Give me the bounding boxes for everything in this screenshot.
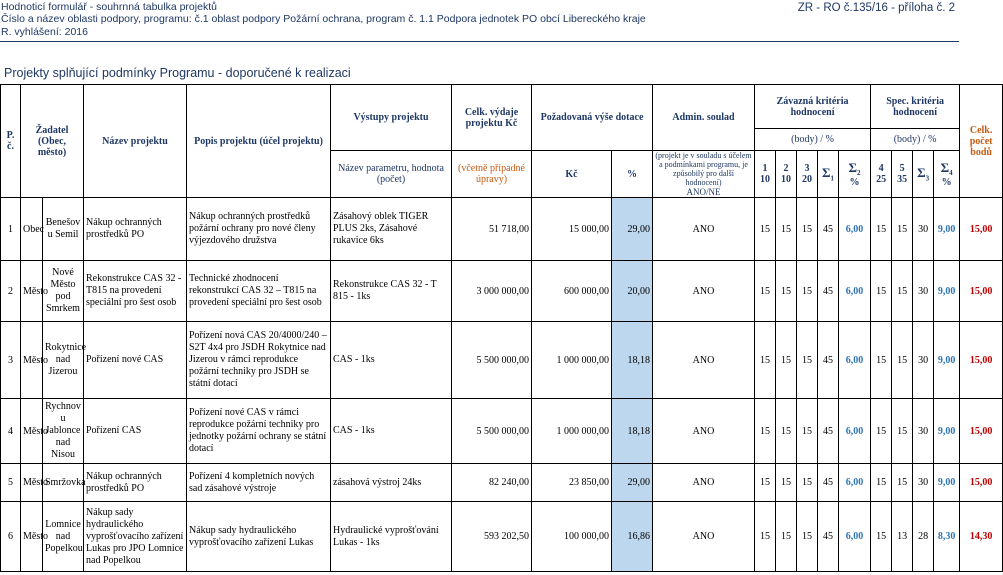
- mandatory-sub: (body) / %: [755, 129, 871, 151]
- row-crit-5: 15: [892, 399, 913, 464]
- row-crit-4: 15: [871, 198, 892, 261]
- document-header: [0, 0, 959, 46]
- row-total-points: 15,00: [960, 261, 1003, 322]
- col-outputs: Výstupy projektu: [331, 85, 452, 151]
- row-sum-1: 45: [818, 399, 839, 464]
- row-project-name: Nákup ochranných prostředků PO: [84, 464, 187, 502]
- row-sum-2: 6,00: [839, 399, 871, 464]
- sum-4-sign: Σ: [940, 160, 950, 175]
- row-sum-4: 9,00: [934, 322, 960, 399]
- col-description: [187, 85, 331, 198]
- row-description: Technické zhodnocení rekonstrukcí CAS 32 – T815 na provedení speciální pro šest osob: [187, 261, 331, 322]
- table-body: [1, 198, 1003, 572]
- table-row: [1, 464, 1003, 502]
- row-applicant-type: Město: [21, 322, 43, 399]
- row-total-cost: 593 202,50: [452, 502, 532, 572]
- row-outputs: Hydraulické vyprošťování Lukas - 1ks: [331, 502, 452, 572]
- crit-2-num: 2: [783, 163, 789, 174]
- row-sum-3: 30: [913, 464, 934, 502]
- row-total-cost: 3 000 000,00: [452, 261, 532, 322]
- row-sum-3: 30: [913, 261, 934, 322]
- row-outputs: Rekonstrukce CAS 32 - T 815 - 1ks: [331, 261, 452, 322]
- row-crit-3: 15: [797, 502, 818, 572]
- row-crit-1: 15: [755, 464, 776, 502]
- row-sum-4: 9,00: [934, 198, 960, 261]
- row-crit-2: 15: [776, 322, 797, 399]
- col-total-points: Celk. počet bodů: [960, 85, 1003, 198]
- row-sum-1: 45: [818, 464, 839, 502]
- col-spec: Spec. kritéria hodnocení: [871, 85, 960, 129]
- row-project-name: Rekonstrukce CAS 32 - T815 na provedení speciální pro šest osob: [84, 261, 187, 322]
- row-requested-pct: 29,00: [612, 198, 653, 261]
- header-divider: [0, 41, 959, 42]
- row-sum-2: 6,00: [839, 464, 871, 502]
- row-admin-result: ANO: [653, 502, 755, 572]
- row-total-cost: 5 500 000,00: [452, 399, 532, 464]
- row-admin-result: ANO: [653, 464, 755, 502]
- row-outputs: zásahová výstroj 24ks: [331, 464, 452, 502]
- row-sum-2: 6,00: [839, 502, 871, 572]
- row-crit-2: 15: [776, 399, 797, 464]
- admin-sub: [653, 151, 755, 198]
- row-sum-1: 45: [818, 261, 839, 322]
- sum-4: [934, 151, 960, 198]
- crit-4-num: 4: [878, 163, 884, 174]
- row-crit-1: 15: [755, 198, 776, 261]
- crit-1-max: 10: [760, 174, 770, 185]
- total-sub: (včetně případné úpravy): [452, 151, 532, 198]
- row-sum-1: 45: [818, 502, 839, 572]
- row-crit-4: 15: [871, 464, 892, 502]
- row-sum-1: 45: [818, 198, 839, 261]
- crit-2-max: 10: [781, 174, 791, 185]
- row-crit-2: 15: [776, 464, 797, 502]
- row-requested-kc: 100 000,00: [532, 502, 612, 572]
- row-requested-pct: 16,86: [612, 502, 653, 572]
- row-outputs: Zásahový oblek TIGER PLUS 2ks, Zásahové rukavice 6ks: [331, 198, 452, 261]
- section-title: Projekty splňující podmínky Programu - doporučené k realizaci: [4, 66, 351, 80]
- row-sum-4: 8,30: [934, 502, 960, 572]
- row-crit-5: 15: [892, 198, 913, 261]
- row-crit-4: 15: [871, 399, 892, 464]
- sum-4-sub: 4: [949, 169, 953, 177]
- row-sum-4: 9,00: [934, 261, 960, 322]
- row-crit-1: 15: [755, 322, 776, 399]
- crit-1-num: 1: [762, 163, 768, 174]
- sum-2: [839, 151, 871, 198]
- row-requested-pct: 20,00: [612, 261, 653, 322]
- row-total-points: 15,00: [960, 198, 1003, 261]
- row-crit-4: 15: [871, 261, 892, 322]
- crit-2: [776, 151, 797, 198]
- col-description-label: Popis projektu (účel projektu): [194, 135, 323, 147]
- row-crit-5: 15: [892, 261, 913, 322]
- row-total-cost: 82 240,00: [452, 464, 532, 502]
- row-crit-4: 15: [871, 322, 892, 399]
- form-title: Hodnoticí formulář - souhrnná tabulka projektů: [1, 1, 217, 13]
- row-total-points: 15,00: [960, 399, 1003, 464]
- crit-3-num: 3: [804, 163, 810, 174]
- row-total-points: 15,00: [960, 322, 1003, 399]
- sum-3: [913, 151, 934, 198]
- col-project-name: Název projektu: [84, 85, 187, 198]
- row-sum-4: 9,00: [934, 464, 960, 502]
- row-applicant-type: Obec: [21, 198, 43, 261]
- table-header: [1, 85, 1003, 198]
- row-sum-2: 6,00: [839, 261, 871, 322]
- sum-4-pct: %: [941, 177, 952, 188]
- row-description: Nákup sady hydraulického vyprošťovacího zařízení Lukas: [187, 502, 331, 572]
- col-total-cost: Celk. výdaje projektu Kč: [452, 85, 532, 151]
- row-admin-result: ANO: [653, 399, 755, 464]
- row-project-name: Pořízení CAS: [84, 399, 187, 464]
- row-sum-3: 28: [913, 502, 934, 572]
- call-year: R. vyhlášení: 2016: [1, 26, 88, 38]
- requested-pct: %: [612, 151, 653, 198]
- row-description: Pořízení nová CAS 20/4000/240 – S2T 4x4 pro JSDH Rokytnice nad Jizerou v rámci reprodukce požární techniky pro JSDH se státní dotací: [187, 322, 331, 399]
- sum-3-sign: Σ: [917, 165, 926, 181]
- row-requested-kc: 1 000 000,00: [532, 399, 612, 464]
- sum-2-pct: %: [849, 177, 860, 188]
- row-admin-result: ANO: [653, 198, 755, 261]
- row-applicant-type: Město: [21, 502, 43, 572]
- row-sum-3: 30: [913, 399, 934, 464]
- row-description: Pořízení nové CAS v rámci reprodukce požární techniky pro jednotky požární ochrany se státní dotací: [187, 399, 331, 464]
- sum-3-sub: 3: [925, 174, 930, 183]
- crit-4: [871, 151, 892, 198]
- row-requested-pct: 29,00: [612, 464, 653, 502]
- row-project-name: Nákup sady hydraulického vyprošťovacího zařízení Lukas pro JPO Lomnice nad Popelkou: [84, 502, 187, 572]
- row-number: 2: [1, 261, 21, 322]
- row-crit-2: 15: [776, 198, 797, 261]
- row-crit-3: 15: [797, 464, 818, 502]
- row-crit-4: 15: [871, 502, 892, 572]
- spec-sub: (body) / %: [871, 129, 960, 151]
- row-number: 4: [1, 399, 21, 464]
- crit-5-num: 5: [899, 163, 905, 174]
- row-sum-3: 30: [913, 322, 934, 399]
- row-total-cost: 51 718,00: [452, 198, 532, 261]
- row-crit-3: 15: [797, 322, 818, 399]
- row-outputs: CAS - 1ks: [331, 399, 452, 464]
- row-applicant-name: Lomnice nad Popelkou: [43, 502, 84, 572]
- row-sum-2: 6,00: [839, 322, 871, 399]
- table-row: [1, 322, 1003, 399]
- table-row: [1, 261, 1003, 322]
- row-total-points: 15,00: [960, 464, 1003, 502]
- row-number: 3: [1, 322, 21, 399]
- col-requested: Požadovaná výše dotace: [532, 85, 653, 151]
- projects-table: [0, 84, 1003, 572]
- row-crit-1: 15: [755, 261, 776, 322]
- sum-1-sign: Σ: [822, 165, 831, 181]
- row-sum-2: 6,00: [839, 198, 871, 261]
- row-requested-kc: 600 000,00: [532, 261, 612, 322]
- row-crit-3: 15: [797, 261, 818, 322]
- row-applicant-type: Město: [21, 464, 43, 502]
- row-sum-3: 30: [913, 198, 934, 261]
- row-admin-result: ANO: [653, 322, 755, 399]
- admin-yes-no: ANO/NE: [686, 187, 721, 197]
- row-sum-4: 9,00: [934, 399, 960, 464]
- table-row: [1, 399, 1003, 464]
- row-crit-5: 13: [892, 502, 913, 572]
- row-applicant-name: Nové Město pod Smrkem: [43, 261, 84, 322]
- row-project-name: Nákup ochranných prostředků PO: [84, 198, 187, 261]
- crit-1: [755, 151, 776, 198]
- row-crit-3: 15: [797, 198, 818, 261]
- crit-5: [892, 151, 913, 198]
- sum-2-sign: Σ: [848, 160, 858, 175]
- row-crit-2: 15: [776, 261, 797, 322]
- crit-3-max: 20: [802, 174, 812, 185]
- row-total-points: 14,30: [960, 502, 1003, 572]
- row-requested-kc: 23 850,00: [532, 464, 612, 502]
- row-crit-1: 15: [755, 502, 776, 572]
- table-row: [1, 502, 1003, 572]
- row-description: Pořízení 4 kompletních nových sad zásahové výstroje: [187, 464, 331, 502]
- row-crit-5: 15: [892, 464, 913, 502]
- row-applicant-type: Město: [21, 399, 43, 464]
- row-project-name: Pořízení nové CAS: [84, 322, 187, 399]
- row-number: 6: [1, 502, 21, 572]
- row-number: 1: [1, 198, 21, 261]
- crit-3: [797, 151, 818, 198]
- requested-kc: Kč: [532, 151, 612, 198]
- sum-1-sub: 1: [830, 174, 834, 183]
- crit-4-max: 25: [876, 174, 887, 185]
- row-crit-2: 15: [776, 502, 797, 572]
- row-applicant-name: Benešov u Semil: [43, 198, 84, 261]
- row-crit-1: 15: [755, 399, 776, 464]
- row-admin-result: ANO: [653, 261, 755, 322]
- col-applicant: Žadatel (Obec, město): [21, 85, 84, 198]
- row-requested-pct: 18,18: [612, 399, 653, 464]
- row-total-cost: 5 500 000,00: [452, 322, 532, 399]
- row-number: 5: [1, 464, 21, 502]
- row-description: Nákup ochranných prostředků požární ochrany pro nové členy výjezdového družstva: [187, 198, 331, 261]
- col-admin: Admin. soulad: [653, 85, 755, 151]
- col-mandatory: Závazná kritéria hodnocení: [755, 85, 871, 129]
- row-applicant-name: Rychnov u Jablonce nad Nisou: [43, 399, 84, 464]
- row-requested-pct: 18,18: [612, 322, 653, 399]
- row-applicant-name: Rokytnice nad Jizerou: [43, 322, 84, 399]
- sum-2-sub: 2: [857, 169, 861, 177]
- row-crit-3: 15: [797, 399, 818, 464]
- admin-sub-text: (projekt je v souladu s účelem a podmínkami programu, je způsobilý pro další hodnocení): [655, 151, 752, 187]
- row-requested-kc: 1 000 000,00: [532, 322, 612, 399]
- row-applicant-name: Smržovka: [43, 464, 84, 502]
- row-sum-1: 45: [818, 322, 839, 399]
- table-row: [1, 198, 1003, 261]
- col-pc: P. č.: [1, 85, 21, 198]
- program-title: Číslo a název oblasti podpory, programu: č.1 oblast podpory Požární ochrana, program č. 1.1 Podpora jednotek PO obcí Libereckého kraje: [1, 13, 646, 25]
- row-outputs: CAS - 1ks: [331, 322, 452, 399]
- crit-5-max: 35: [897, 174, 908, 185]
- sum-1: [818, 151, 839, 198]
- row-requested-kc: 15 000,00: [532, 198, 612, 261]
- outputs-sub: Název parametru, hodnota (počet): [331, 151, 452, 198]
- row-crit-5: 15: [892, 322, 913, 399]
- row-applicant-type: Město: [21, 261, 43, 322]
- attachment-reference: ZR - RO č.135/16 - příloha č. 2: [797, 2, 955, 14]
